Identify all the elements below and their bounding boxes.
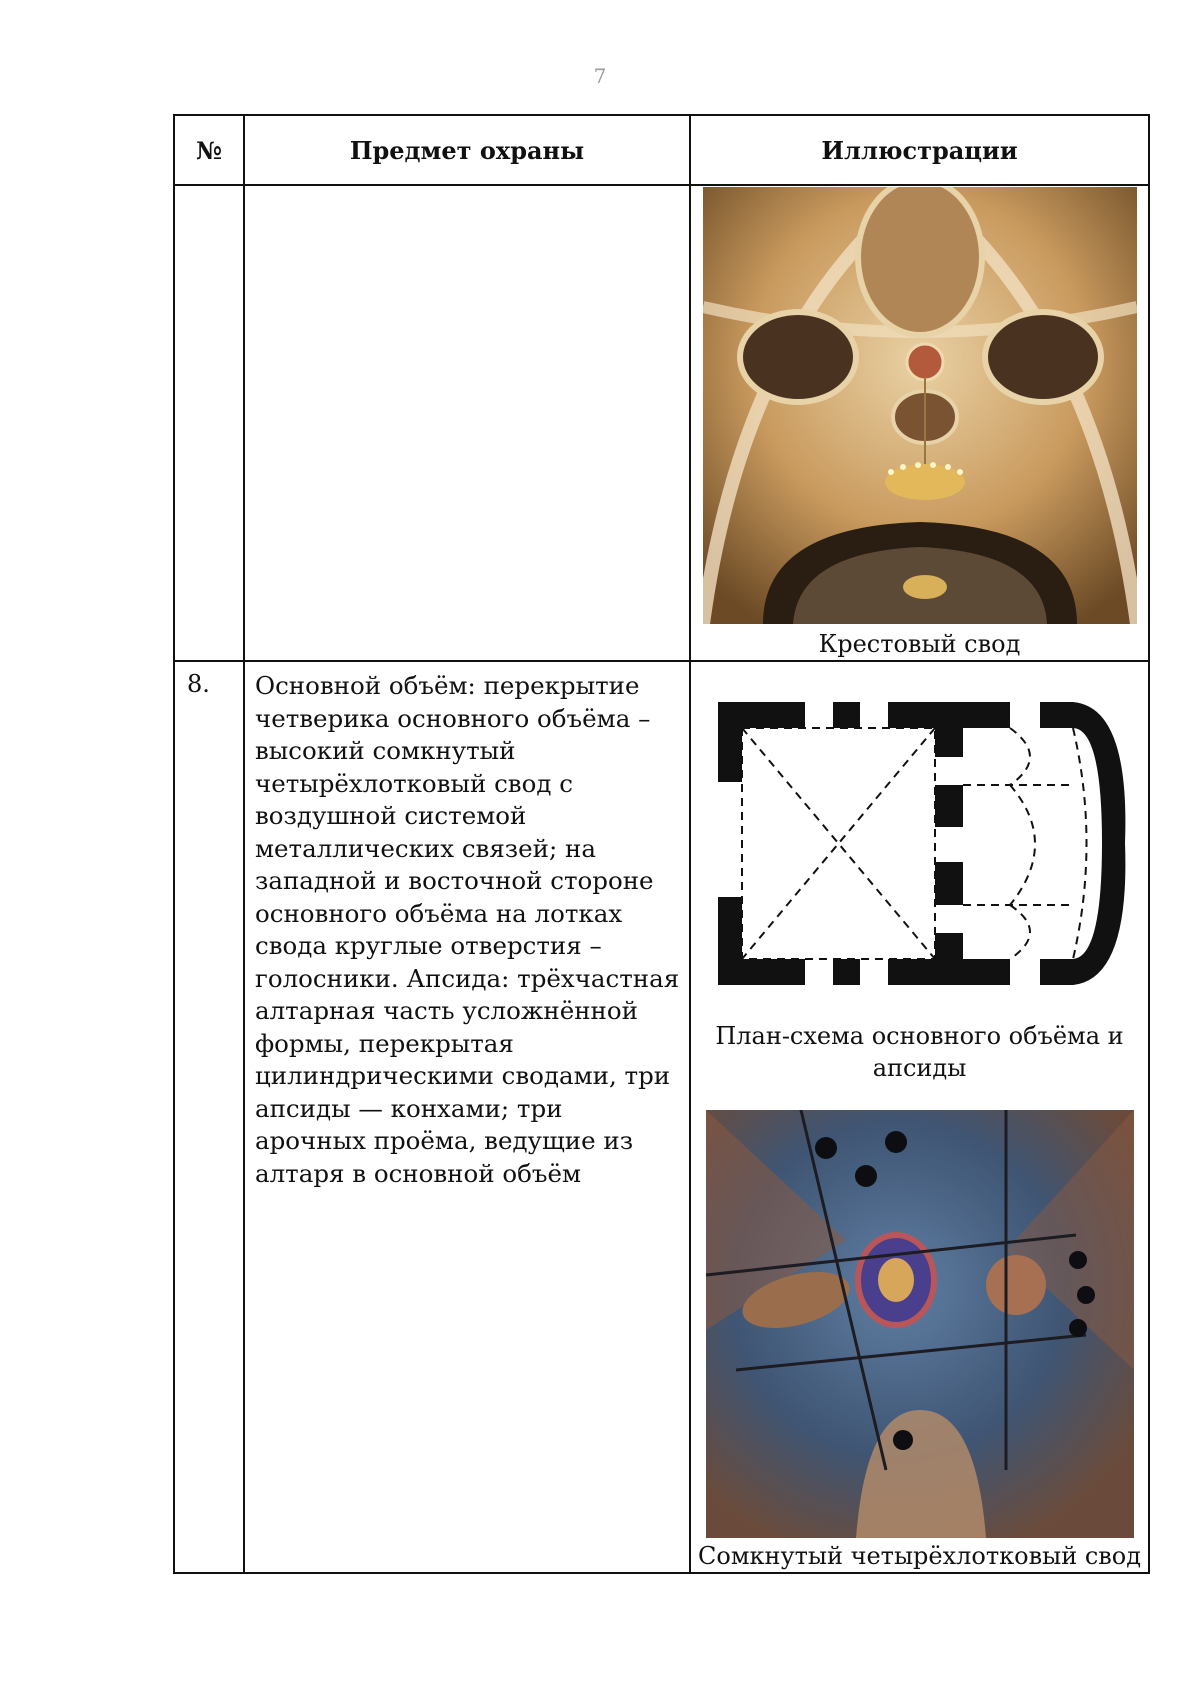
protection-table <box>173 114 1150 1574</box>
table-header-row <box>174 115 1149 185</box>
table-row <box>174 661 1149 1573</box>
row-description <box>244 185 690 661</box>
cross-vault-photo <box>703 187 1137 624</box>
table-row <box>174 185 1149 661</box>
caption-cross-vault: Крестовый свод <box>818 630 1021 658</box>
caption-closed-vault: Сомкнутый четырёхлотковый свод <box>698 1542 1141 1570</box>
row-number <box>174 185 244 661</box>
header-illustrations: Иллюстрации <box>690 115 1149 185</box>
page-number: 7 <box>593 64 607 88</box>
row-description: Основной объём: перекрытие четверика основного объёма – высокий сомкнутый четырёхлотковый свод с воздушной системой металлических связей; на западной и восточной стороне основного объёма на лотках свода круглые отверстия – голосники. Апсида: трёхчастная алтарная часть усложнённой формы, перекрытая цилиндрическими сводами, три апсиды — конхами; три арочных проёма, ведущие из алтаря в основной объём <box>244 661 690 1573</box>
illustrations-cell <box>690 185 1149 661</box>
illustrations-cell <box>690 661 1149 1573</box>
caption-floor-plan: План-схема основного объёма и апсиды <box>715 1022 1124 1082</box>
row-number: 8. <box>174 661 244 1573</box>
floor-plan-diagram <box>710 667 1130 1012</box>
header-subject: Предмет охраны <box>244 115 690 185</box>
header-num: № <box>174 115 244 185</box>
closed-vault-photo <box>706 1110 1134 1538</box>
